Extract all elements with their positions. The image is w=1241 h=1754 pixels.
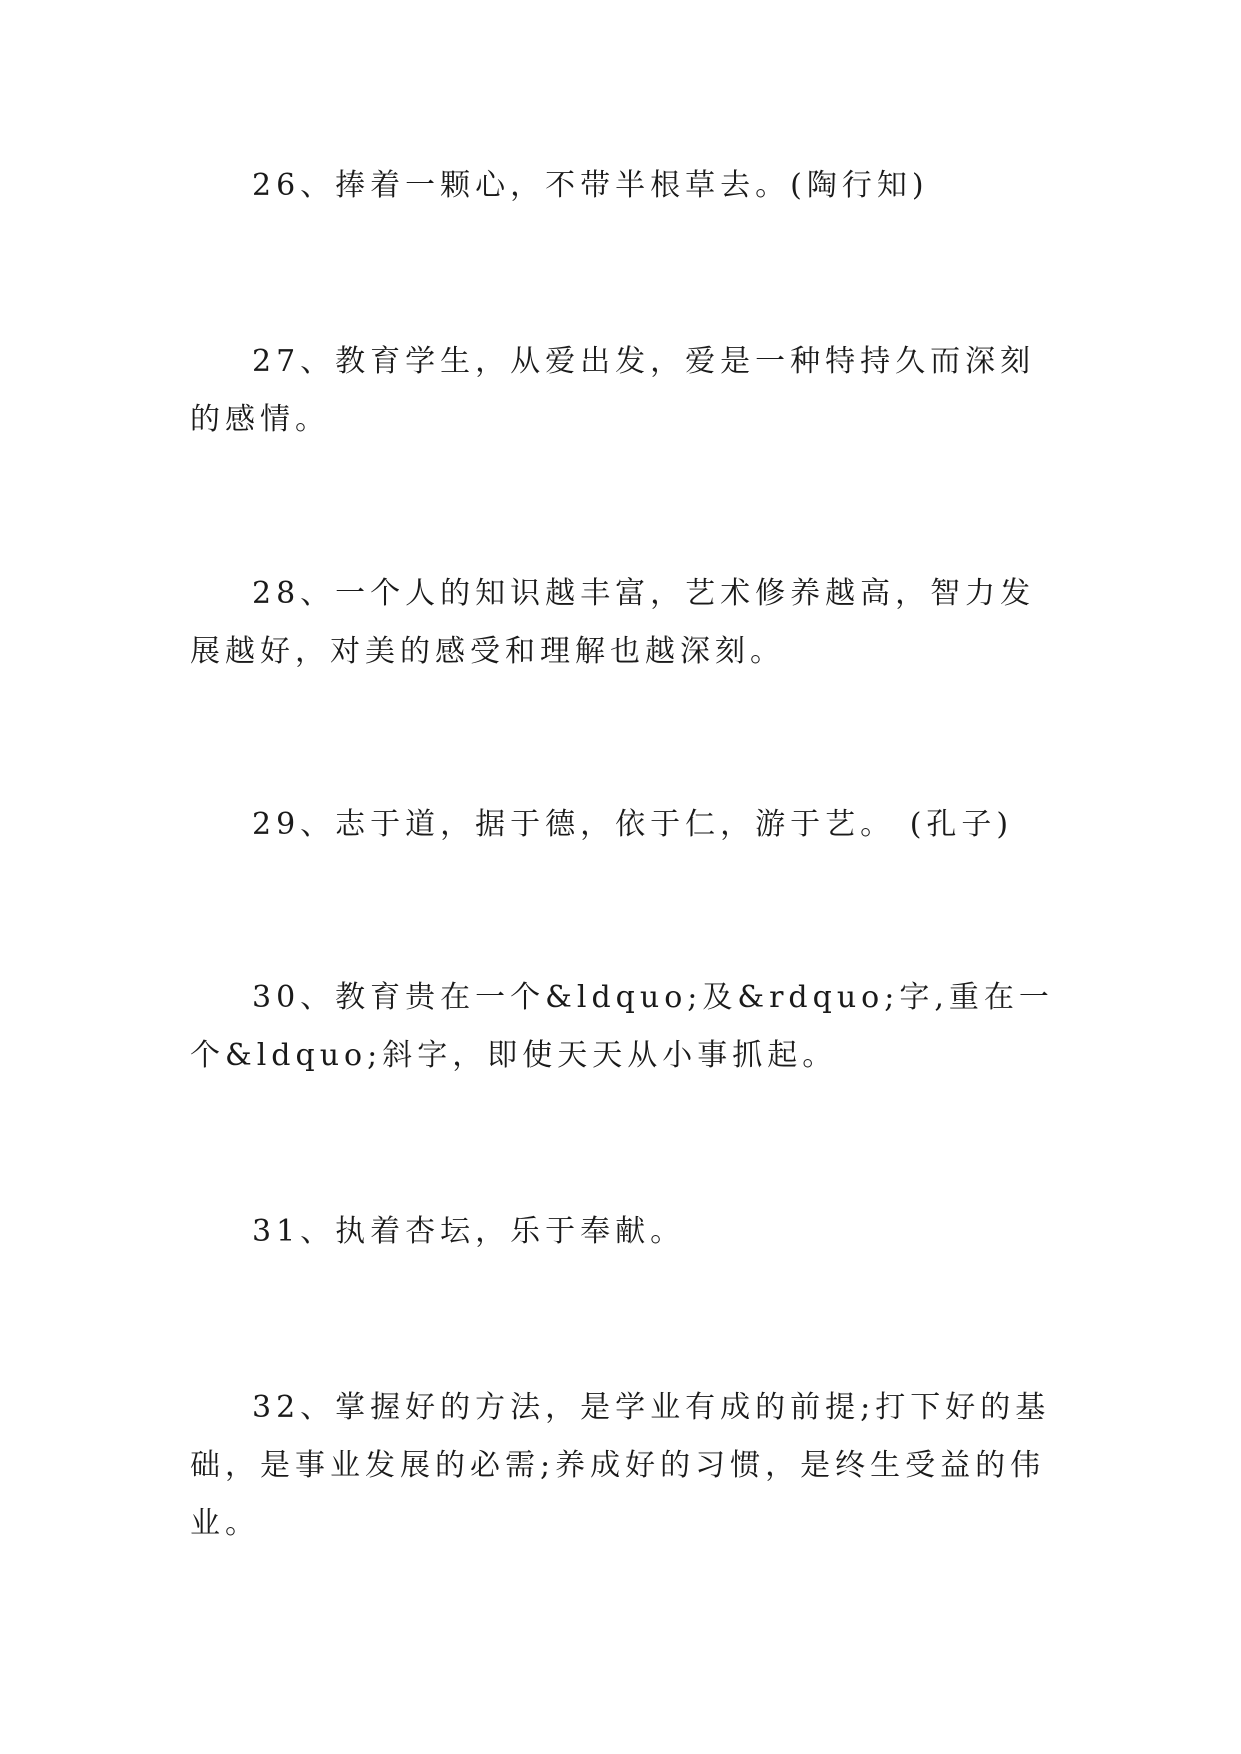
quote-paragraph-29: 29、志于道，据于德，依于仁，游于艺。 (孔子) (252, 807, 1014, 842)
quote-paragraph-31: 31、执着杏坛，乐于奉献。 (252, 1214, 686, 1249)
quote-paragraph-30: 30、教育贵在一个&ldquo;及&rdquo;字,重在一个&ldquo;斜字，即使天天从小事抓起。 (190, 980, 1054, 1073)
quote-paragraph-26: 26、捧着一颗心，不带半根草去。(陶行知) (252, 168, 929, 203)
quote-paragraph-28: 28、一个人的知识越丰富，艺术修养越高，智力发展越好，对美的感受和理解也越深刻。 (190, 576, 1036, 669)
quote-paragraph-27: 27、教育学生，从爱出发，爱是一种特持久而深刻的感情。 (190, 344, 1036, 437)
quote-paragraph-32: 32、掌握好的方法，是学业有成的前提;打下好的基础，是事业发展的必需;养成好的习惯，是终生受益的伟业。 (190, 1390, 1051, 1541)
